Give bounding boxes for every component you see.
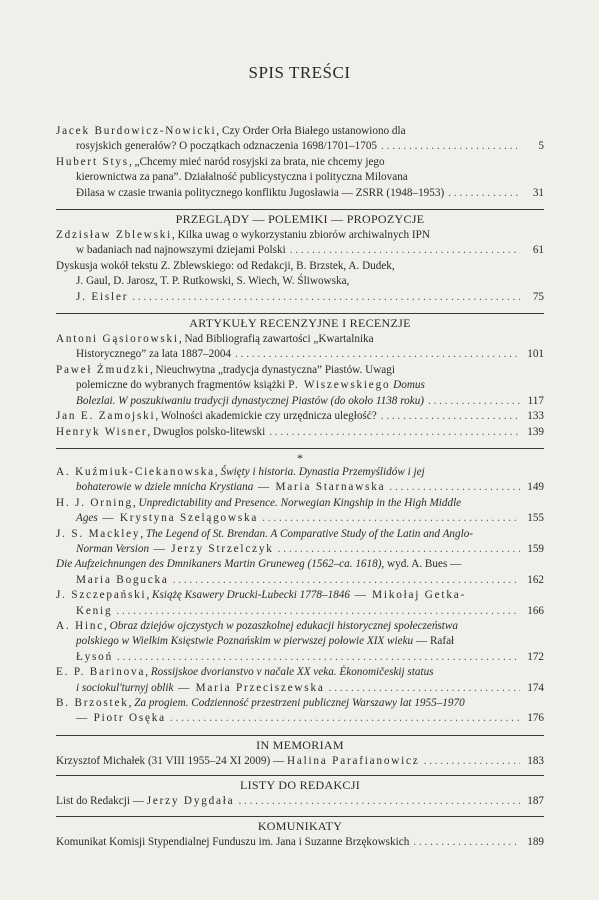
review-author: A. Kuźmiuk-Ciekanowska [56,465,215,478]
entry-title-cont: kierownictwa za pana”. Działalność publicystyczna i polityczna Milovana [76,171,408,184]
entry-author: Jacek Burdowicz-Nowicki [56,125,217,137]
entry-author: Zdzisław Zblewski [56,229,173,242]
entry-title: , „Chcemy mieć naród rosyjski za brata, nie chcemy jego [128,155,385,168]
review-entry [56,496,544,527]
reviewer: — Mikołaj Getka- [349,589,467,602]
page-number: 155 [527,512,544,525]
review-title: , Książę Ksawery Drucki-Lubecki 1778–1846 [146,589,350,602]
entry-title-cont: w badaniach nad najnowszymi dziejami Polski [76,244,286,257]
toc-entry [56,754,544,769]
review-editor: , wyd. A. Bues — [381,558,462,571]
toc-entry [56,363,544,409]
leader-dots [381,409,520,424]
leader-dots [413,835,520,850]
review-entry [56,696,544,727]
page-number: 187 [527,795,544,808]
leader-dots [173,573,520,588]
leader-dots [448,186,520,201]
review-title: , Święty i historia. Dynastia Przemyślidów i jej [214,465,425,478]
leader-dots [389,480,520,495]
reviewer: — Rafał [413,635,455,648]
section-heading: KOMUNIKATY [257,818,343,833]
toc-entry [56,124,544,155]
entry-author-ref: P. Wiszewskiego [288,379,391,392]
reviewer: — Piotr Osęka [76,712,166,725]
review-title: , Za progiem. Codzienność przestrzeni publicznej Warszawy lat 1955–1970 [128,697,465,709]
review-entry [56,465,544,496]
entry-book-title: Domus [390,379,425,392]
review-title: Die Aufzeichnungen des Dmnikaners Martin Gruneweg (1562–ca. 1618) [56,558,382,571]
review-entry [56,619,544,665]
page-number: 162 [527,573,544,586]
reviewer: — Maria Przeciszewska [173,681,325,694]
page-number: 101 [527,348,544,361]
reviewer: — Jerzy Strzelczyk [149,542,274,555]
review-entry [56,557,544,588]
reviewer: — Maria Starnawska [253,481,386,494]
toc-entry [56,228,544,259]
toc-entry [56,425,544,440]
leader-dots [262,511,520,526]
review-title-cont: i sociokul'turnyj oblik [76,681,174,694]
entry-title-cont: J. Gaul, D. Jarosz, T. P. Rutkowski, S. Wiech, W. Śliwowska, [76,275,350,288]
review-title: , Obraz dziejów ojczystych w pozaszkolnej edukacji historycznej społeczeństwa [104,619,458,632]
leader-dots [381,139,520,154]
entry-title: , Kilka uwag o wykorzystaniu zbiorów archiwalnych IPN [172,229,430,242]
review-entry [56,527,544,558]
section-heading: ARTYKUŁY RECENZYJNE I RECENZJE [189,316,411,331]
page-number: 117 [527,394,544,407]
toc-entry [56,155,544,201]
entry-title-cont: Historycznego” za lata 1887–2004 [76,348,232,361]
entry-title-cont: polemiczne do wybranych fragmentów książki [76,379,289,392]
entry-author: Halina Parafianowicz [286,754,420,767]
leader-dots [290,243,520,258]
review-title: , Rossijskoe dvorianstvo v načale XX veka. Ėkonomičeskij status [145,666,434,679]
entry-title: , Czy Order Orła Białego ustanowiono dla [216,125,406,137]
review-author: E. P. Barinova [56,666,146,679]
entry-title: Komunikat Komisji Stypendialnej Funduszu im. Jana i Suzanne Brzękowskich [56,835,410,848]
page-number: 139 [527,425,544,438]
reviewer: — Krystyna Szelągowska [97,512,259,525]
section-heading: IN MEMORIAM [256,737,344,752]
section-rule [56,448,544,449]
entry-dates: (31 VIII 1955–24 XI 2009) — [145,754,287,767]
entry-author: Paweł Żmudzki [56,363,150,376]
page-number: 166 [527,604,544,617]
reviewer-cont: Łysoń [76,650,113,663]
entry-author: Jan E. Zamojski [56,410,156,423]
entry-author: Henryk Wisner [56,425,148,438]
reviewer-cont: Kenig [76,604,113,617]
review-author: J. S. Mackley [56,527,141,540]
review-title-cont: Ages [76,512,98,525]
section-heading: LISTY DO REDAKCJI [240,778,360,793]
page-number: 75 [532,290,544,303]
page-number: 133 [527,410,544,423]
review-title-cont: Norman Version [76,542,150,555]
toc-entry [56,259,544,305]
entry-author: J. Eisler [76,290,129,303]
entry-title: List do Redakcji — [56,795,147,808]
toc-entry [56,794,544,809]
entry-title: , Nad Bibliografią zawartości „Kwartalnika [178,333,374,346]
page-number: 189 [527,835,544,848]
leader-dots [278,542,520,557]
page-number: 174 [527,681,544,694]
leader-dots [269,425,520,440]
page-number: 172 [527,650,544,663]
page-title: SPIS TREŚCI [248,63,351,82]
toc-entry [56,835,544,850]
table-of-contents [56,124,544,850]
leader-dots [428,394,520,409]
entry-author: Antoni Gąsiorowski [56,333,179,346]
entry-title: , Nieuchwytna „tradycja dynastyczna” Piastów. Uwagi [149,363,395,376]
page-number: 61 [532,244,544,257]
section-heading: PRZEGLĄDY — POLEMIKI — PROPOZYCJE [175,212,425,227]
review-entry [56,588,544,619]
entry-title: Krzysztof Michałek [56,754,146,767]
leader-dots [170,711,520,726]
entry-title-cont: Đilasa w czasie trwania politycznego konfliktu Jugosławia — ZSRR (1948–1953) [76,186,445,199]
page-number: 5 [538,140,544,153]
page-number: 176 [527,712,544,725]
page-number: 183 [527,754,544,767]
page-number: 31 [532,186,544,199]
review-author: J. Szczepański [56,589,147,602]
leader-dots [424,754,520,769]
leader-dots [235,347,520,362]
page-number: 159 [527,542,544,555]
separator-star: * [297,450,303,465]
leader-dots [116,604,520,619]
toc-entry [56,409,544,424]
review-author: B. Brzostek [56,697,129,709]
review-title-cont: bohaterowie w dziele mnicha Krystiana [76,481,254,494]
entry-title: , Dwugłos polsko-litewski [147,425,266,438]
entry-author: Hubert Stys [56,155,129,168]
entry-title-cont: Bolezlai. W poszukiwaniu tradycji dynastycznej Piastów (do około 1138 roku) [76,394,425,407]
review-title: , Unpredictability and Presence. Norwegian Kingship in the High Middle [132,496,462,509]
entry-title-cont: rosyjskich generałów? O początkach odznaczenia 1698/1701–1705 [76,140,378,153]
leader-dots [117,650,520,665]
toc-entry [56,332,544,363]
leader-dots [132,290,520,305]
reviewer: Maria Bogucka [76,573,169,586]
review-entry [56,665,544,696]
review-title-cont: polskiego w Wielkim Księstwie Poznańskim w pierwszej połowie XIX wieku [76,635,414,648]
review-author: H. J. Orning [56,496,133,509]
leader-dots [238,794,520,809]
review-author: A. Hinc [56,619,105,632]
page-number: 149 [527,481,544,494]
entry-title: Dyskusja wokół tekstu Z. Zblewskiego: od Redakcji, B. Brzstek, A. Dudek, [56,259,395,272]
entry-author: Jerzy Dygdała [146,795,235,808]
review-title: , The Legend of St. Brendan. A Comparative Study of the Latin and Anglo- [140,527,474,540]
entry-title: , Wolności akademickie czy urzędnicza uległość? [155,410,377,423]
leader-dots [329,681,520,696]
